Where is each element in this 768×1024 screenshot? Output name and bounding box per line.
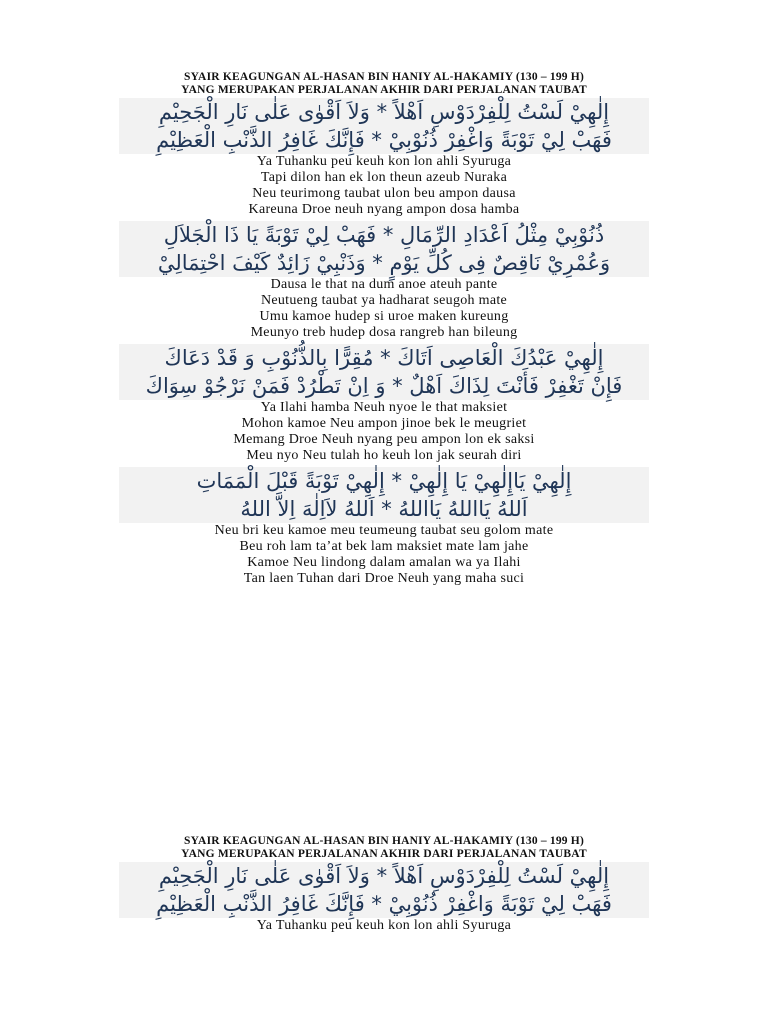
translation-line: Ya Tuhanku peu keuh kon lon ahli Syuruga	[256, 918, 512, 933]
arabic-verse-line: إِلٰهِيْ عَبْدُكَ الْعَاصِى اَتَاكَ * مُقِرًّا بِالذُّنُوْبِ وَ قَدْ دَعَاكَ	[119, 344, 649, 372]
poem-title-line-2: YANG MERUPAKAN PERJALANAN AKHIR DARI PERJALANAN TAUBAT	[181, 84, 587, 96]
translation-line: Meunyo treb hudep dosa rangreb han bileung	[250, 325, 518, 340]
arabic-verse-line: فَهَبْ لِيْ تَوْبَةً وَاغْفِرْ ذُنُوْبِيْ * فَإِنَّكَ غَافِرُ الذَّنْبِ الْعَظِيْمِ	[119, 126, 649, 154]
arabic-verse-line: ذُنُوْبِيْ مِثْلُ اَعْدَادِ الرِّمَالِ * فَهَبْ لِيْ تَوْبَةً يَا ذَا الْجَلاَلِ	[119, 221, 649, 249]
arabic-verse-line: فَإِنْ تَغْفِرْ فَأَنْتَ لِذَاكَ اَهْلٌ * وَ اِنْ تَطْرُدْ فَمَنْ نَرْجُوْ سِوَاكَ	[119, 372, 649, 400]
translation-line: Tapi dilon han ek lon theun azeub Nuraka	[260, 170, 508, 185]
arabic-verse-line: وَعُمْرِيْ نَاقِصٌ فِى كُلِّ يَوْمٍ * وَذَنْبِيْ زَائِدٌ كَيْفَ احْتِمَالِيْ	[119, 249, 649, 277]
arabic-verse-line: إِلٰهِيْ لَسْتُ لِلْفِرْدَوْسِ اَهْلاً * وَلاَ اَقْوٰى عَلٰى نَارِ الْجَحِيْمِ	[119, 862, 649, 890]
translation-line: Memang Droe Neuh nyang peu ampon lon ek saksi	[233, 432, 535, 447]
translation-line: Neutueng taubat ya hadharat seugoh mate	[260, 293, 508, 308]
poem-page-2	[0, 835, 768, 861]
arabic-verse-line: إِلٰهِيْ لَسْتُ لِلْفِرْدَوْسِ اَهْلاً * وَلاَ اَقْوٰى عَلٰى نَارِ الْجَحِيْمِ	[119, 98, 649, 126]
poem-title-line-1: SYAIR KEAGUNGAN AL-HASAN BIN HANIY AL-HAKAMIY (130 – 199 H)	[184, 835, 584, 847]
poem-page-1	[0, 71, 768, 97]
stanza-2	[0, 221, 768, 341]
arabic-verse-line: إِلٰهِيْ يَاإِلٰهِيْ يَا إِلٰهِيْ * إِلٰهِيْ تَوْبَةً قَبْلَ الْمَمَاتِ	[119, 467, 649, 495]
translation-line: Neu teurimong taubat ulon beu ampon dausa	[252, 186, 516, 201]
translation-line: Beu roh lam ta’at bek lam maksiet mate lam jahe	[239, 539, 529, 554]
arabic-verse-line: اَللهُ يَااللهُ يَااللهُ * اَللهُ لاَاِلٰهَ اِلاَّ اللهُ	[119, 495, 649, 523]
poem-title-line-2: YANG MERUPAKAN PERJALANAN AKHIR DARI PERJALANAN TAUBAT	[181, 848, 587, 860]
stanza-1-repeat	[0, 862, 768, 934]
translation-line: Meu nyo Neu tulah ho keuh lon jak seurah diri	[246, 448, 522, 463]
translation-line: Dausa le that na dum anoe ateuh pante	[270, 277, 498, 292]
translation-line: Kareuna Droe neuh nyang ampon dosa hamba	[248, 202, 520, 217]
translation-line: Mohon kamoe Neu ampon jinoe bek le meugriet	[241, 416, 527, 431]
stanza-4	[0, 467, 768, 587]
translation-line: Kamoe Neu lindong dalam amalan wa ya Ilahi	[247, 555, 521, 570]
arabic-verse-line: فَهَبْ لِيْ تَوْبَةً وَاغْفِرْ ذُنُوْبِيْ * فَإِنَّكَ غَافِرُ الذَّنْبِ الْعَظِيْمِ	[119, 890, 649, 918]
translation-line: Umu kamoe hudep si uroe maken kureung	[259, 309, 509, 324]
poem-title-line-1: SYAIR KEAGUNGAN AL-HASAN BIN HANIY AL-HAKAMIY (130 – 199 H)	[184, 71, 584, 83]
translation-line: Tan laen Tuhan dari Droe Neuh yang maha suci	[243, 571, 525, 586]
translation-line: Neu bri keu kamoe meu teumeung taubat seu golom mate	[214, 523, 554, 538]
translation-line: Ya Ilahi hamba Neuh nyoe le that maksiet	[260, 400, 508, 415]
stanza-3	[0, 344, 768, 464]
translation-line: Ya Tuhanku peu keuh kon lon ahli Syuruga	[256, 154, 512, 169]
stanza-1	[0, 98, 768, 218]
